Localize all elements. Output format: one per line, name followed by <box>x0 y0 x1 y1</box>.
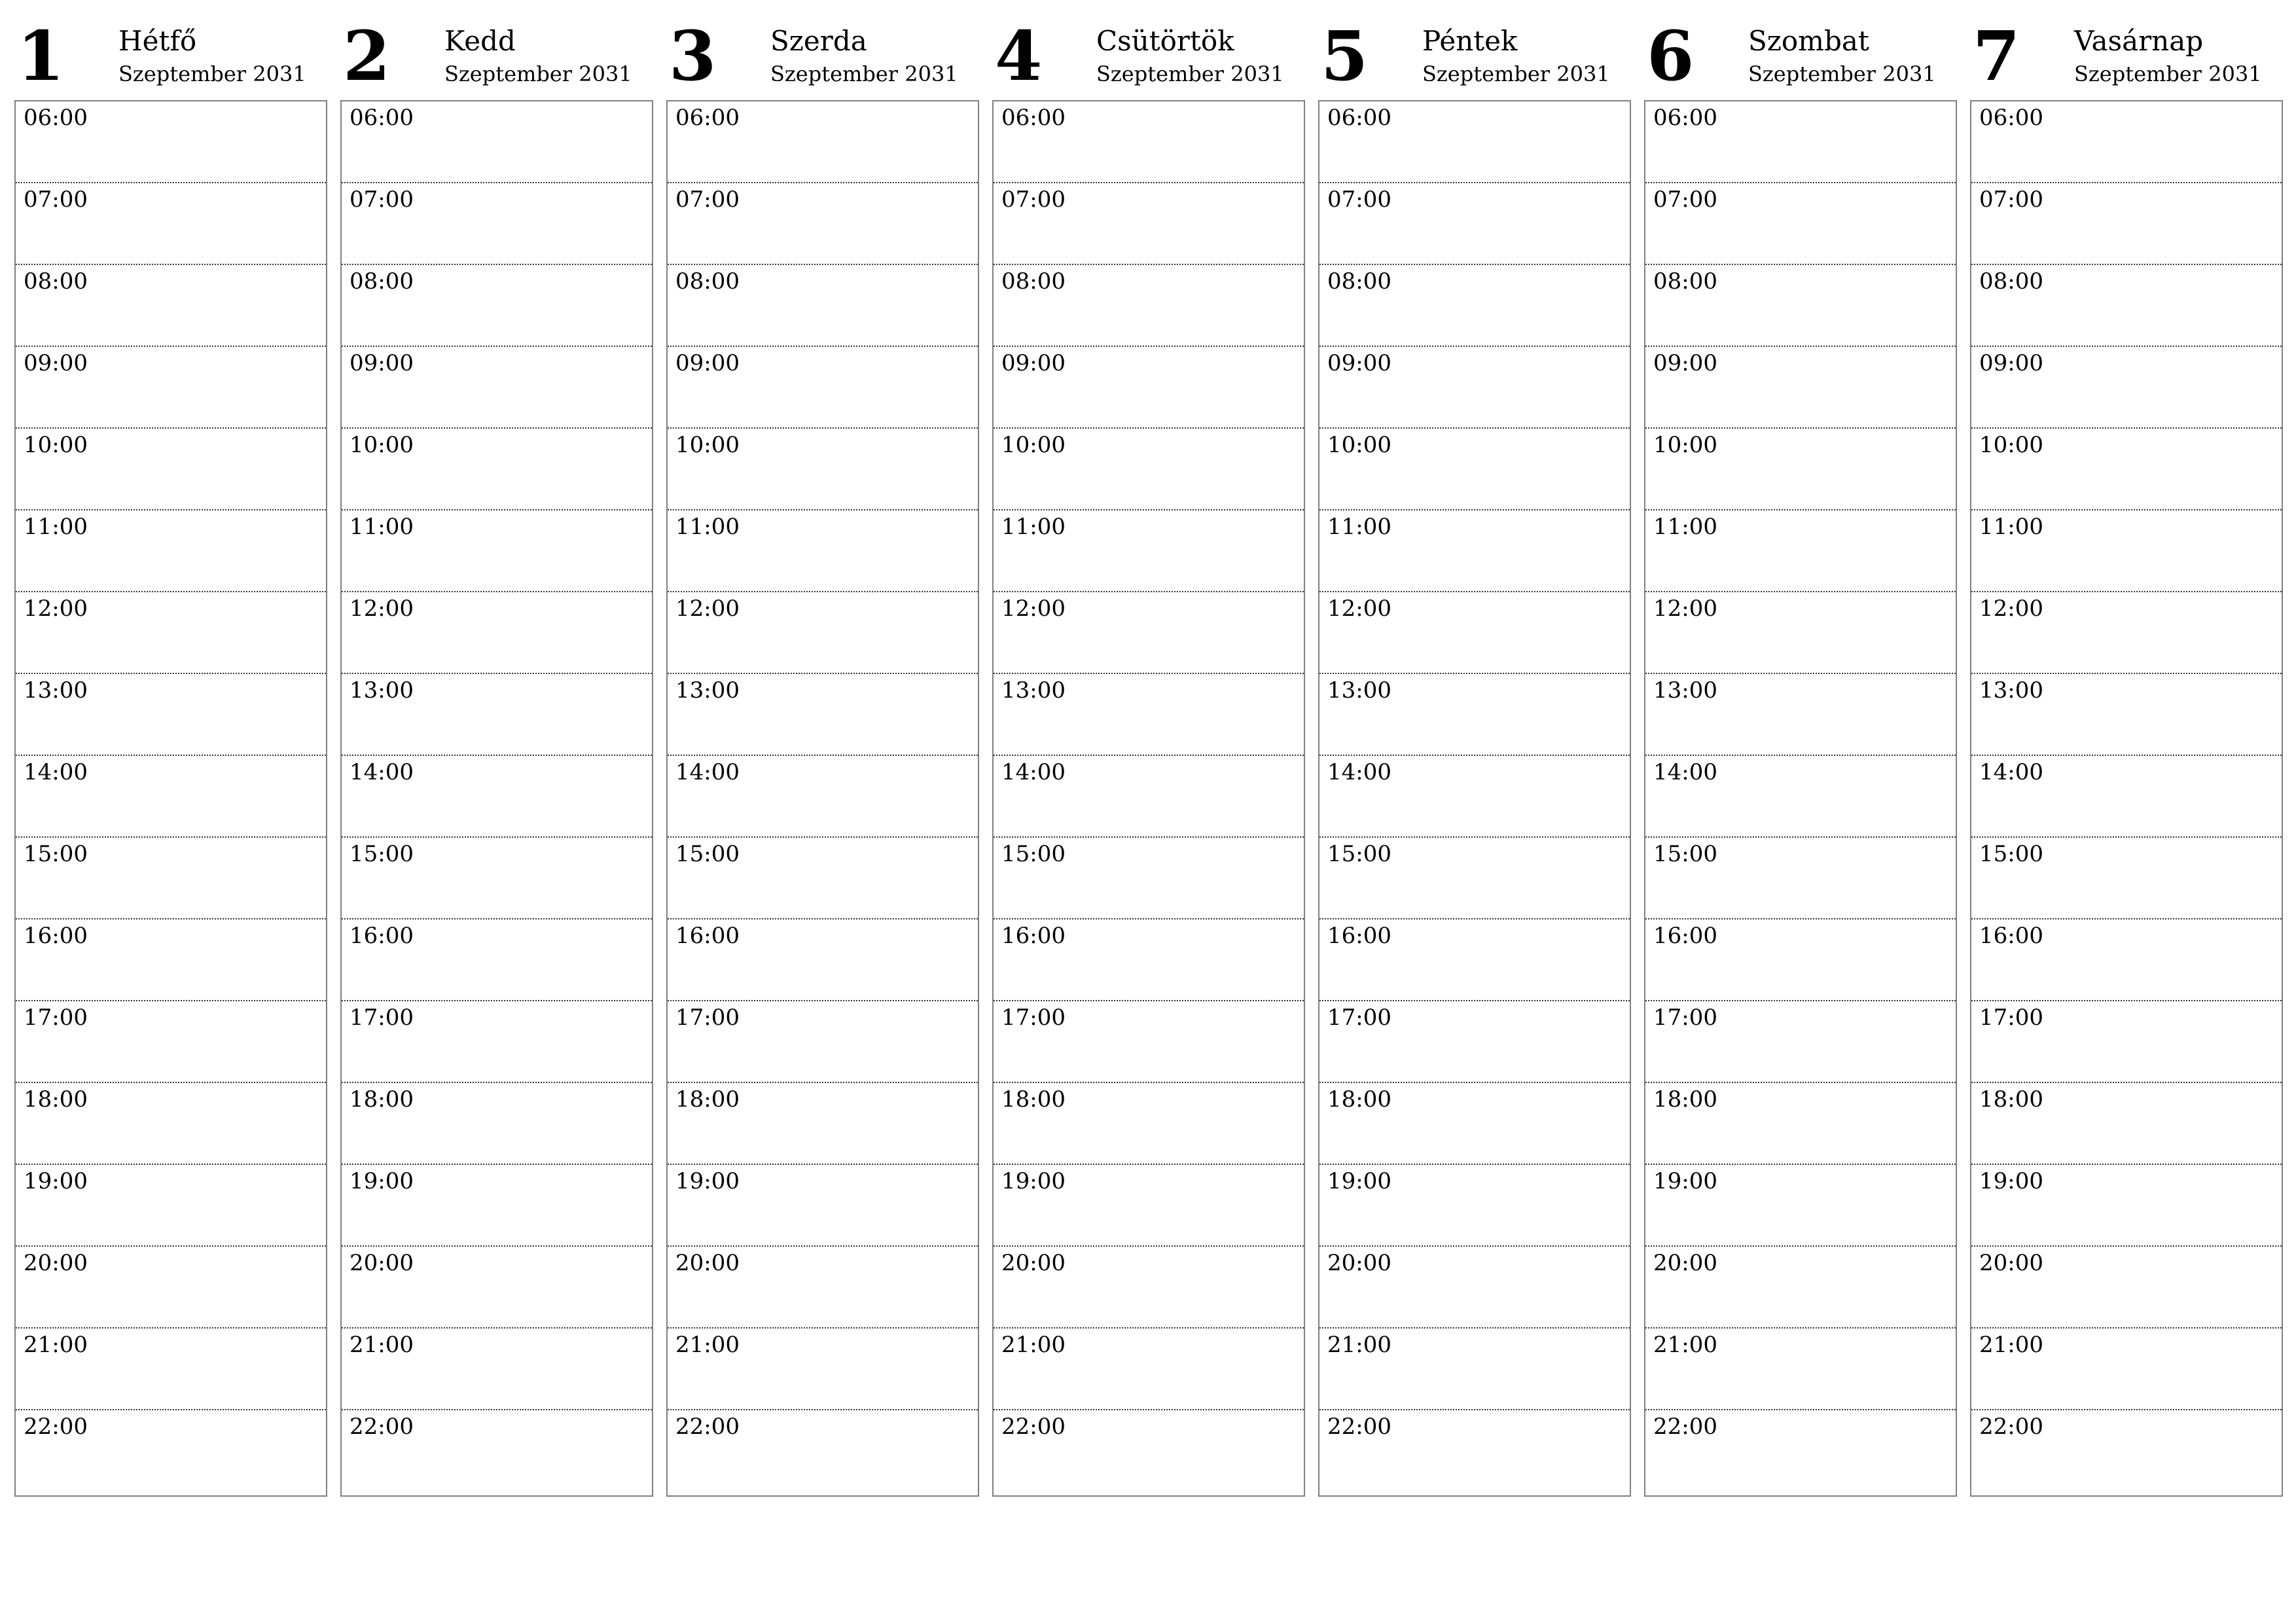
time-label: 12:00 <box>1327 596 1391 622</box>
time-slot[interactable] <box>16 347 326 429</box>
time-slot[interactable] <box>1645 265 1956 347</box>
time-slot[interactable] <box>16 1247 326 1329</box>
time-slot[interactable] <box>668 183 978 265</box>
day-number: 3 <box>669 16 717 96</box>
time-slot[interactable] <box>668 429 978 510</box>
time-slot[interactable] <box>994 1001 1304 1083</box>
time-label: 15:00 <box>675 841 740 867</box>
time-label: 13:00 <box>1653 677 1717 704</box>
time-slot[interactable] <box>342 1329 652 1410</box>
time-slot[interactable] <box>1645 1329 1956 1410</box>
day-schedule-box <box>340 100 653 1497</box>
time-slot[interactable] <box>342 429 652 510</box>
time-slot[interactable] <box>1319 838 1630 919</box>
time-label: 15:00 <box>1327 841 1391 867</box>
time-label: 06:00 <box>1001 105 1066 131</box>
time-label: 06:00 <box>675 105 740 131</box>
day-month-year: Szeptember 2031 <box>118 62 306 86</box>
time-label: 19:00 <box>1979 1168 2043 1194</box>
time-label: 15:00 <box>350 841 414 867</box>
time-slot[interactable] <box>1645 674 1956 756</box>
time-label: 13:00 <box>1001 677 1066 704</box>
time-label: 17:00 <box>350 1005 414 1031</box>
time-slot[interactable] <box>668 1001 978 1083</box>
time-slot[interactable] <box>668 1165 978 1247</box>
time-slot[interactable] <box>1971 1083 2282 1165</box>
time-slot[interactable] <box>1319 1247 1630 1329</box>
time-label: 17:00 <box>675 1005 740 1031</box>
time-label: 10:00 <box>1001 432 1066 458</box>
time-slot[interactable] <box>1645 1247 1956 1329</box>
time-label: 18:00 <box>350 1086 414 1113</box>
time-label: 21:00 <box>1653 1332 1717 1358</box>
time-slot[interactable] <box>342 1247 652 1329</box>
time-label: 18:00 <box>1653 1086 1717 1113</box>
time-slot[interactable] <box>342 919 652 1001</box>
time-slot[interactable] <box>994 101 1304 183</box>
time-label: 11:00 <box>350 514 414 540</box>
time-slot[interactable] <box>342 592 652 674</box>
time-label: 09:00 <box>1327 350 1391 376</box>
time-slot[interactable] <box>1971 265 2282 347</box>
time-slot[interactable] <box>1319 1083 1630 1165</box>
time-slot[interactable] <box>1971 347 2282 429</box>
time-label: 06:00 <box>1327 105 1391 131</box>
time-slot[interactable] <box>1319 1329 1630 1410</box>
time-label: 11:00 <box>1327 514 1391 540</box>
time-slot[interactable] <box>1645 101 1956 183</box>
time-slot[interactable] <box>1971 429 2282 510</box>
time-slot[interactable] <box>1319 1001 1630 1083</box>
time-slot[interactable] <box>1971 1410 2282 1492</box>
time-slot[interactable] <box>1319 592 1630 674</box>
time-label: 16:00 <box>350 923 414 949</box>
time-label: 21:00 <box>350 1332 414 1358</box>
time-slot[interactable] <box>16 510 326 592</box>
time-slot[interactable] <box>1971 919 2282 1001</box>
time-label: 17:00 <box>1979 1005 2043 1031</box>
time-label: 14:00 <box>1327 759 1391 785</box>
time-label: 06:00 <box>1979 105 2043 131</box>
time-slot[interactable] <box>16 919 326 1001</box>
time-label: 14:00 <box>675 759 740 785</box>
day-header <box>1644 0 1957 99</box>
time-slot[interactable] <box>1645 838 1956 919</box>
time-slot[interactable] <box>668 1083 978 1165</box>
day-month-year: Szeptember 2031 <box>2074 62 2262 86</box>
day-number: 7 <box>1973 16 2020 96</box>
time-label: 16:00 <box>24 923 88 949</box>
day-schedule-box <box>666 100 979 1497</box>
time-slot[interactable] <box>342 756 652 838</box>
time-slot[interactable] <box>668 756 978 838</box>
time-slot[interactable] <box>994 838 1304 919</box>
day-header <box>666 0 979 99</box>
time-label: 20:00 <box>1653 1250 1717 1276</box>
time-label: 07:00 <box>1001 187 1066 213</box>
time-label: 22:00 <box>1327 1414 1391 1440</box>
time-label: 17:00 <box>1327 1005 1391 1031</box>
day-name: Csütörtök <box>1096 25 1234 57</box>
time-slot[interactable] <box>16 429 326 510</box>
day-name: Kedd <box>444 25 516 57</box>
time-slot[interactable] <box>342 101 652 183</box>
time-slot[interactable] <box>668 510 978 592</box>
time-label: 22:00 <box>675 1414 740 1440</box>
time-slot[interactable] <box>994 265 1304 347</box>
time-label: 12:00 <box>1653 596 1717 622</box>
time-label: 20:00 <box>24 1250 88 1276</box>
time-slot[interactable] <box>1319 183 1630 265</box>
time-slot[interactable] <box>342 1165 652 1247</box>
time-slot[interactable] <box>1971 756 2282 838</box>
time-slot[interactable] <box>16 592 326 674</box>
time-label: 09:00 <box>1653 350 1717 376</box>
time-label: 11:00 <box>1653 514 1717 540</box>
time-label: 15:00 <box>24 841 88 867</box>
time-slot[interactable] <box>1971 510 2282 592</box>
time-slot[interactable] <box>342 265 652 347</box>
time-slot[interactable] <box>668 592 978 674</box>
time-label: 10:00 <box>350 432 414 458</box>
time-label: 14:00 <box>1001 759 1066 785</box>
time-slot[interactable] <box>1319 1165 1630 1247</box>
time-label: 20:00 <box>1001 1250 1066 1276</box>
time-slot[interactable] <box>1319 429 1630 510</box>
time-label: 14:00 <box>1979 759 2043 785</box>
time-slot[interactable] <box>16 1001 326 1083</box>
time-slot[interactable] <box>16 838 326 919</box>
time-label: 13:00 <box>24 677 88 704</box>
time-label: 08:00 <box>675 268 740 294</box>
time-label: 17:00 <box>24 1005 88 1031</box>
day-number: 4 <box>995 16 1043 96</box>
time-slot[interactable] <box>668 1329 978 1410</box>
time-slot[interactable] <box>16 1329 326 1410</box>
time-slot[interactable] <box>994 347 1304 429</box>
time-label: 07:00 <box>24 187 88 213</box>
time-slot[interactable] <box>16 1165 326 1247</box>
time-label: 10:00 <box>1979 432 2043 458</box>
time-label: 19:00 <box>24 1168 88 1194</box>
time-label: 11:00 <box>1001 514 1066 540</box>
time-label: 16:00 <box>675 923 740 949</box>
time-label: 13:00 <box>350 677 414 704</box>
day-header <box>340 0 653 99</box>
time-label: 16:00 <box>1327 923 1391 949</box>
time-slot[interactable] <box>994 429 1304 510</box>
day-number: 6 <box>1647 16 1695 96</box>
time-label: 14:00 <box>24 759 88 785</box>
time-slot[interactable] <box>1971 1247 2282 1329</box>
time-label: 18:00 <box>1327 1086 1391 1113</box>
day-schedule-box <box>1318 100 1631 1497</box>
day-number: 5 <box>1321 16 1369 96</box>
time-slot[interactable] <box>994 674 1304 756</box>
time-slot[interactable] <box>342 838 652 919</box>
time-slot[interactable] <box>1971 1329 2282 1410</box>
time-slot[interactable] <box>994 1410 1304 1492</box>
day-header <box>1318 0 1631 99</box>
time-slot[interactable] <box>1645 1001 1956 1083</box>
time-slot[interactable] <box>994 183 1304 265</box>
time-label: 07:00 <box>675 187 740 213</box>
day-schedule-box <box>1970 100 2283 1497</box>
day-month-year: Szeptember 2031 <box>1096 62 1284 86</box>
time-label: 22:00 <box>1001 1414 1066 1440</box>
time-label: 15:00 <box>1653 841 1717 867</box>
time-label: 07:00 <box>1653 187 1717 213</box>
time-label: 18:00 <box>1979 1086 2043 1113</box>
time-slot[interactable] <box>1971 674 2282 756</box>
day-header <box>992 0 1305 99</box>
time-label: 11:00 <box>675 514 740 540</box>
time-label: 13:00 <box>675 677 740 704</box>
time-label: 07:00 <box>350 187 414 213</box>
time-slot[interactable] <box>668 1247 978 1329</box>
time-label: 12:00 <box>24 596 88 622</box>
time-label: 09:00 <box>675 350 740 376</box>
day-header <box>1970 0 2283 99</box>
time-slot[interactable] <box>1645 1083 1956 1165</box>
time-slot[interactable] <box>1645 183 1956 265</box>
time-label: 06:00 <box>1653 105 1717 131</box>
time-label: 20:00 <box>1327 1250 1391 1276</box>
time-slot[interactable] <box>1971 1001 2282 1083</box>
time-label: 08:00 <box>1001 268 1066 294</box>
time-slot[interactable] <box>1319 265 1630 347</box>
time-label: 09:00 <box>350 350 414 376</box>
time-label: 16:00 <box>1653 923 1717 949</box>
time-slot[interactable] <box>1971 592 2282 674</box>
time-label: 18:00 <box>675 1086 740 1113</box>
time-label: 06:00 <box>350 105 414 131</box>
time-label: 10:00 <box>24 432 88 458</box>
time-label: 16:00 <box>1001 923 1066 949</box>
time-label: 12:00 <box>1001 596 1066 622</box>
time-slot[interactable] <box>994 919 1304 1001</box>
time-label: 21:00 <box>675 1332 740 1358</box>
time-slot[interactable] <box>1645 1410 1956 1492</box>
time-slot[interactable] <box>1319 510 1630 592</box>
time-label: 08:00 <box>350 268 414 294</box>
day-name: Szerda <box>770 25 867 57</box>
time-label: 19:00 <box>675 1168 740 1194</box>
time-label: 07:00 <box>1979 187 2043 213</box>
time-slot[interactable] <box>1645 347 1956 429</box>
time-slot[interactable] <box>668 347 978 429</box>
time-label: 17:00 <box>1653 1005 1717 1031</box>
time-slot[interactable] <box>994 756 1304 838</box>
time-label: 10:00 <box>1653 432 1717 458</box>
time-label: 19:00 <box>1001 1168 1066 1194</box>
day-name: Hétfő <box>118 25 197 57</box>
time-label: 21:00 <box>1001 1332 1066 1358</box>
time-label: 22:00 <box>1979 1414 2043 1440</box>
time-slot[interactable] <box>994 1329 1304 1410</box>
time-slot[interactable] <box>668 919 978 1001</box>
time-label: 07:00 <box>1327 187 1391 213</box>
time-slot[interactable] <box>668 674 978 756</box>
day-month-year: Szeptember 2031 <box>444 62 632 86</box>
time-slot[interactable] <box>342 674 652 756</box>
time-label: 09:00 <box>24 350 88 376</box>
time-label: 10:00 <box>675 432 740 458</box>
day-header <box>14 0 327 99</box>
time-label: 22:00 <box>1653 1414 1717 1440</box>
time-slot[interactable] <box>16 101 326 183</box>
time-label: 08:00 <box>1327 268 1391 294</box>
time-slot[interactable] <box>1971 183 2282 265</box>
time-label: 13:00 <box>1327 677 1391 704</box>
time-label: 13:00 <box>1979 677 2043 704</box>
time-slot[interactable] <box>994 1247 1304 1329</box>
time-label: 08:00 <box>24 268 88 294</box>
time-label: 20:00 <box>1979 1250 2043 1276</box>
time-label: 21:00 <box>1979 1332 2043 1358</box>
day-schedule-box <box>1644 100 1957 1497</box>
time-slot[interactable] <box>16 674 326 756</box>
time-label: 17:00 <box>1001 1005 1066 1031</box>
time-slot[interactable] <box>342 510 652 592</box>
time-label: 12:00 <box>675 596 740 622</box>
time-label: 22:00 <box>350 1414 414 1440</box>
day-month-year: Szeptember 2031 <box>770 62 958 86</box>
time-label: 15:00 <box>1001 841 1066 867</box>
time-label: 19:00 <box>1653 1168 1717 1194</box>
time-slot[interactable] <box>1319 919 1630 1001</box>
time-slot[interactable] <box>1319 756 1630 838</box>
day-number: 2 <box>343 16 391 96</box>
time-slot[interactable] <box>342 1410 652 1492</box>
day-name: Vasárnap <box>2074 25 2204 57</box>
time-slot[interactable] <box>1319 347 1630 429</box>
time-label: 11:00 <box>1979 514 2043 540</box>
time-slot[interactable] <box>1645 429 1956 510</box>
time-slot[interactable] <box>994 1083 1304 1165</box>
time-label: 06:00 <box>24 105 88 131</box>
time-slot[interactable] <box>1645 592 1956 674</box>
time-slot[interactable] <box>1645 510 1956 592</box>
day-name: Szombat <box>1748 25 1869 57</box>
time-slot[interactable] <box>994 592 1304 674</box>
day-name: Péntek <box>1422 25 1518 57</box>
time-slot[interactable] <box>1971 101 2282 183</box>
time-slot[interactable] <box>1645 756 1956 838</box>
time-label: 20:00 <box>350 1250 414 1276</box>
time-slot[interactable] <box>1645 919 1956 1001</box>
time-slot[interactable] <box>16 756 326 838</box>
time-slot[interactable] <box>1645 1165 1956 1247</box>
time-label: 21:00 <box>24 1332 88 1358</box>
time-slot[interactable] <box>1971 838 2282 919</box>
day-month-year: Szeptember 2031 <box>1422 62 1610 86</box>
time-label: 09:00 <box>1001 350 1066 376</box>
time-label: 19:00 <box>350 1168 414 1194</box>
time-slot[interactable] <box>668 101 978 183</box>
time-slot[interactable] <box>16 1083 326 1165</box>
time-label: 16:00 <box>1979 923 2043 949</box>
time-label: 14:00 <box>1653 759 1717 785</box>
time-slot[interactable] <box>994 1165 1304 1247</box>
time-label: 10:00 <box>1327 432 1391 458</box>
time-label: 18:00 <box>1001 1086 1066 1113</box>
time-label: 14:00 <box>350 759 414 785</box>
day-number: 1 <box>17 16 65 96</box>
time-slot[interactable] <box>342 183 652 265</box>
time-label: 08:00 <box>1653 268 1717 294</box>
time-slot[interactable] <box>668 265 978 347</box>
time-slot[interactable] <box>994 510 1304 592</box>
day-schedule-box <box>992 100 1305 1497</box>
time-label: 19:00 <box>1327 1168 1391 1194</box>
time-slot[interactable] <box>342 1001 652 1083</box>
time-slot[interactable] <box>668 1410 978 1492</box>
time-slot[interactable] <box>1971 1165 2282 1247</box>
time-label: 09:00 <box>1979 350 2043 376</box>
time-slot[interactable] <box>342 347 652 429</box>
time-slot[interactable] <box>1319 101 1630 183</box>
time-label: 12:00 <box>350 596 414 622</box>
time-label: 12:00 <box>1979 596 2043 622</box>
time-label: 22:00 <box>24 1414 88 1440</box>
time-slot[interactable] <box>342 1083 652 1165</box>
time-label: 08:00 <box>1979 268 2043 294</box>
time-label: 20:00 <box>675 1250 740 1276</box>
time-slot[interactable] <box>16 1410 326 1492</box>
time-label: 15:00 <box>1979 841 2043 867</box>
time-label: 18:00 <box>24 1086 88 1113</box>
time-slot[interactable] <box>668 838 978 919</box>
day-schedule-box <box>14 100 327 1497</box>
time-slot[interactable] <box>1319 674 1630 756</box>
time-label: 11:00 <box>24 514 88 540</box>
time-slot[interactable] <box>16 183 326 265</box>
time-slot[interactable] <box>16 265 326 347</box>
time-label: 21:00 <box>1327 1332 1391 1358</box>
day-month-year: Szeptember 2031 <box>1748 62 1936 86</box>
time-slot[interactable] <box>1319 1410 1630 1492</box>
